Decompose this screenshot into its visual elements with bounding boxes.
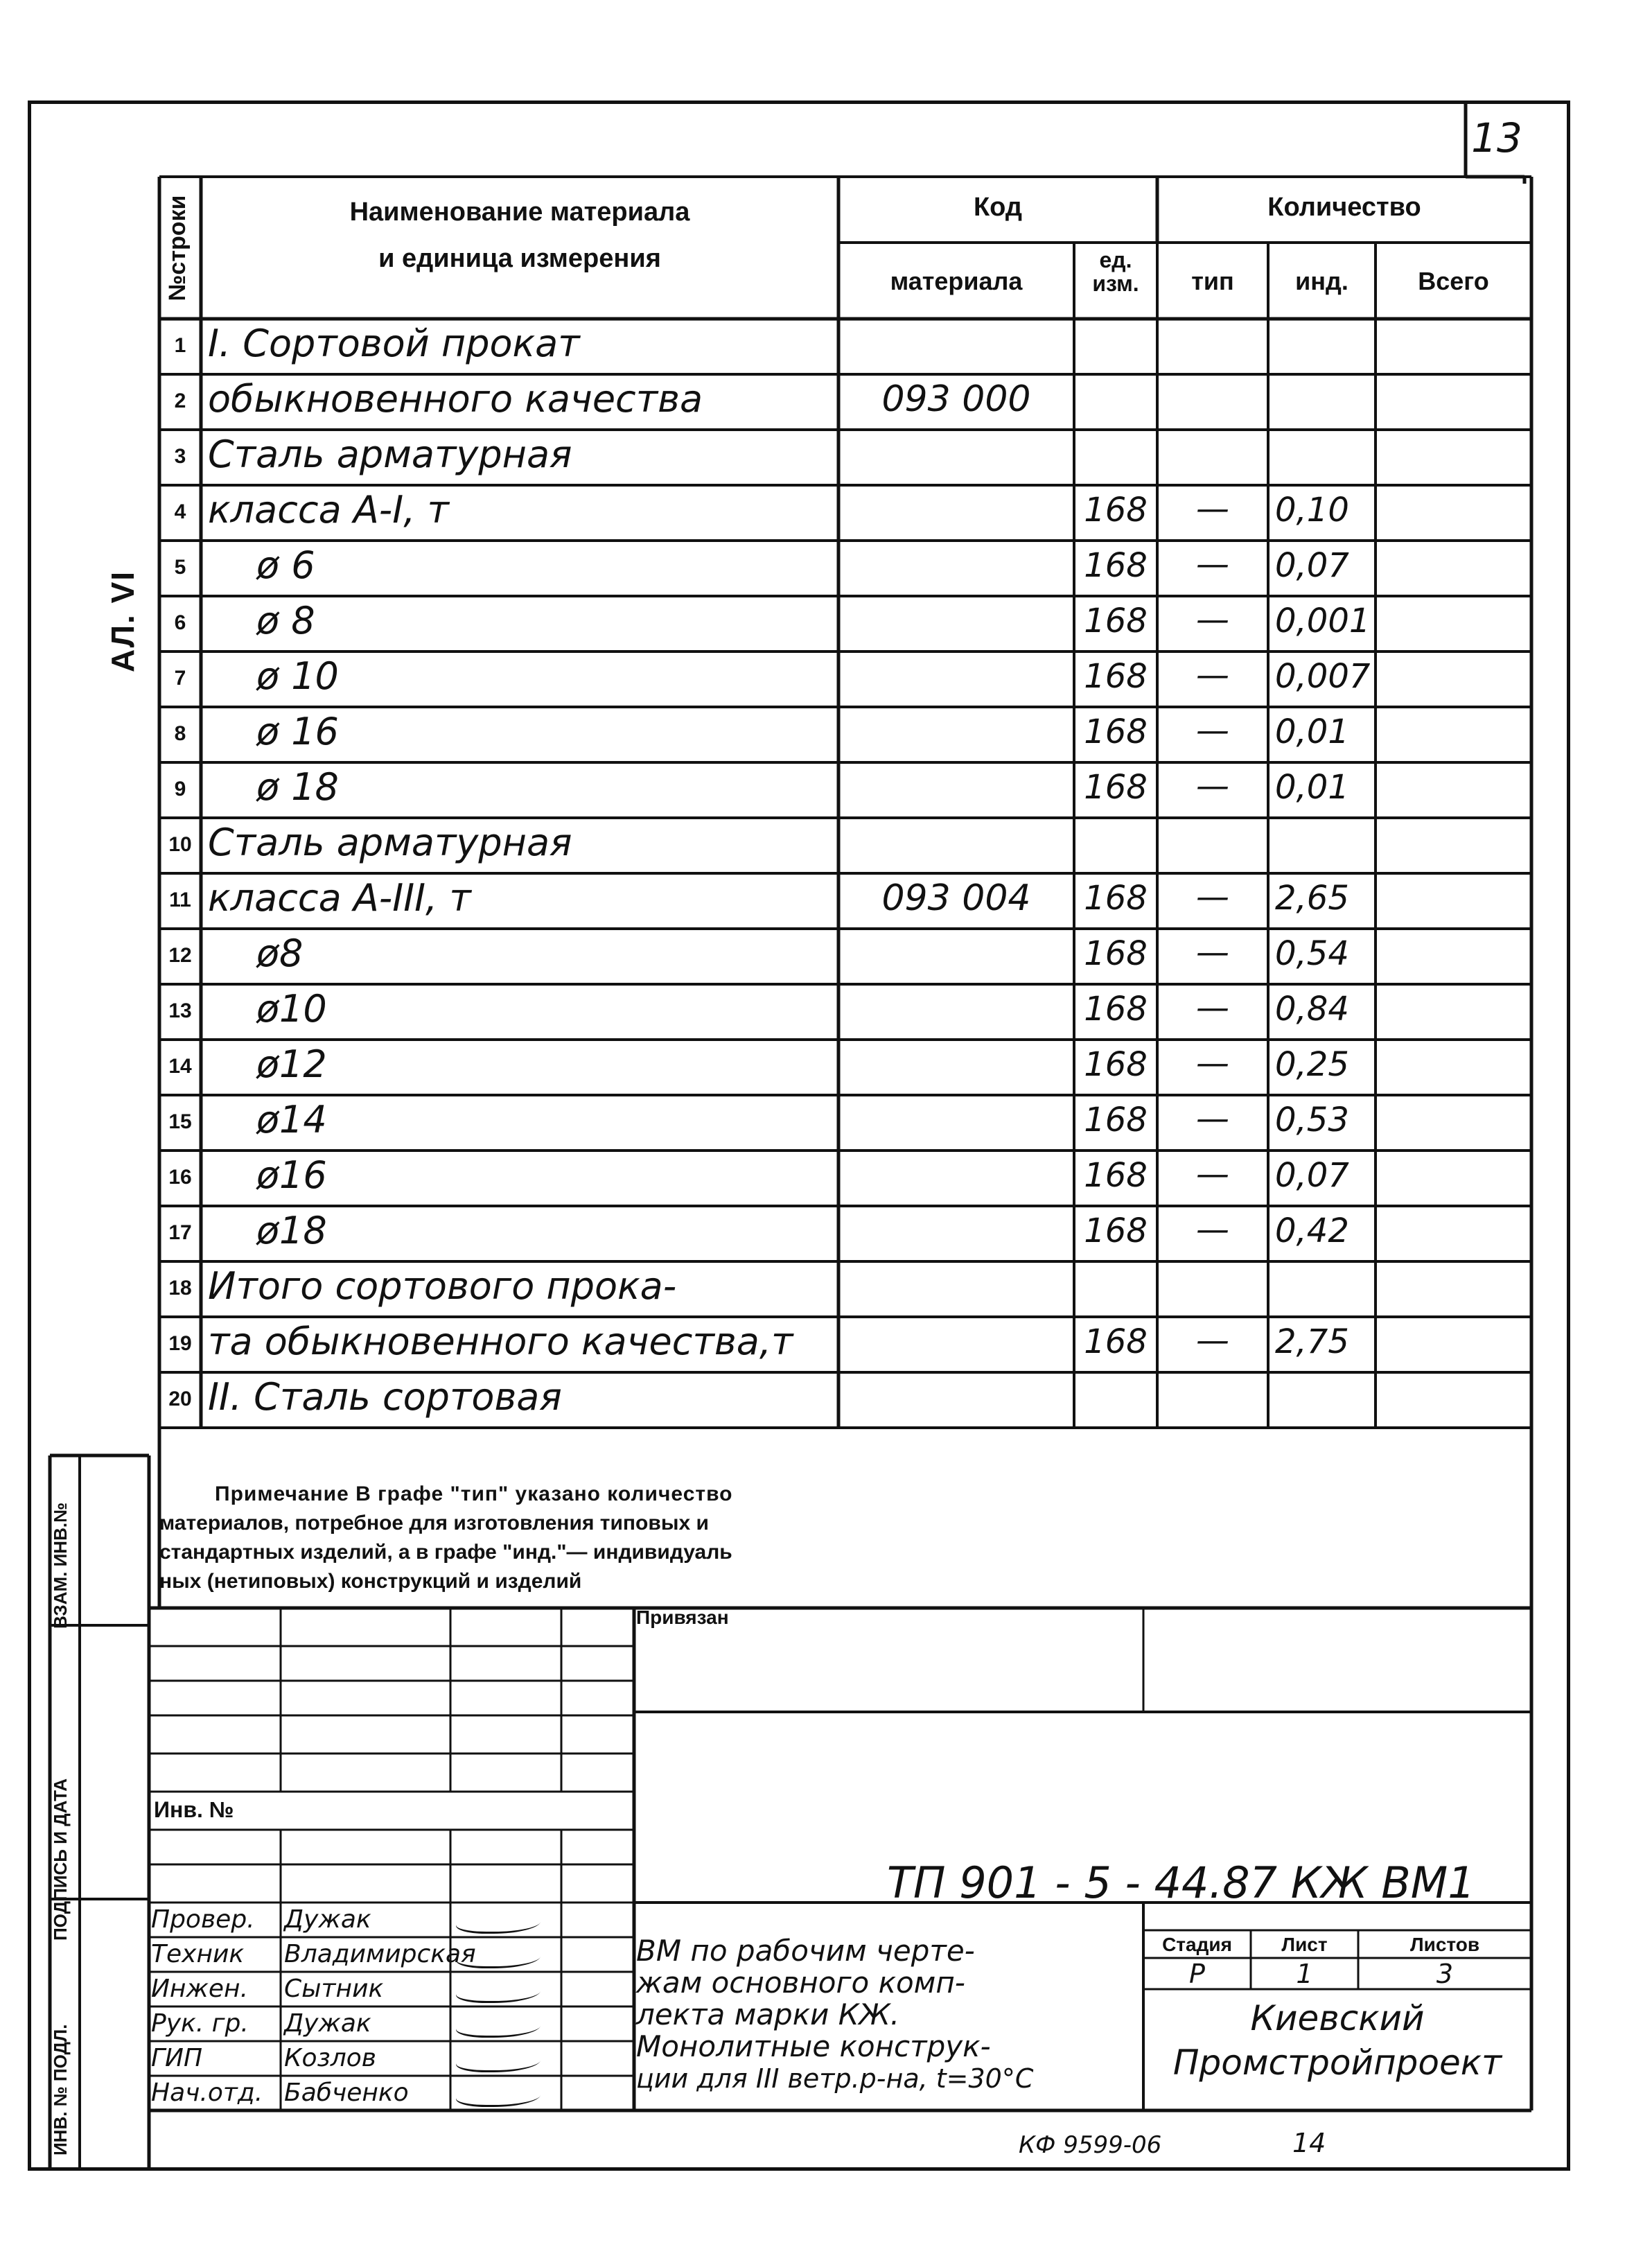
header-total: Всего <box>1418 267 1489 295</box>
header-ind: инд. <box>1295 267 1348 295</box>
header-code: Код <box>973 193 1023 222</box>
footer-page: 14 <box>1292 2128 1326 2158</box>
cell-type: — <box>1196 767 1229 805</box>
cell-unit: 168 <box>1084 602 1148 640</box>
cell-n: 15 <box>168 1110 192 1133</box>
cell-unit: 168 <box>1084 657 1148 696</box>
cell-type: — <box>1196 933 1229 972</box>
stamp-sheets: 3 <box>1436 1959 1454 1989</box>
cell-unit: 168 <box>1084 546 1148 585</box>
cell-n: 16 <box>168 1166 192 1189</box>
cell-n: 9 <box>174 778 186 801</box>
cell-n: 8 <box>174 722 186 745</box>
cell-ind: 0,42 <box>1275 1212 1349 1250</box>
cell-unit: 168 <box>1084 712 1148 751</box>
cell-n: 7 <box>174 667 186 690</box>
cell-unit: 168 <box>1084 1322 1148 1361</box>
cell-n: 13 <box>168 999 192 1022</box>
cell-n: 3 <box>174 445 186 468</box>
signer-name: Владимирская <box>284 1940 476 1968</box>
cell-name: ø 18 <box>256 765 339 809</box>
cell-name: Сталь арматурная <box>208 821 572 864</box>
cell-type: — <box>1196 656 1229 694</box>
cell-code: 093 000 <box>881 378 1031 420</box>
cell-ind: 0,007 <box>1275 657 1371 696</box>
signer-name: Дужак <box>284 2009 371 2038</box>
note: Примечание В графе "тип" указано количество материалов, потребное для изготовления типовых и стандартных изделий, а в графе "инд."— индивидуаль ных (нетиповых) конструкций и изделий <box>159 1483 733 1593</box>
header-row-no: №строки <box>164 195 191 301</box>
cell-ind: 2,65 <box>1275 879 1349 918</box>
cell-ind: 0,07 <box>1275 546 1349 585</box>
cell-ind: 0,07 <box>1275 1156 1349 1195</box>
stamp-stage-label: Стадия <box>1162 1934 1232 1955</box>
cell-name: ø 8 <box>256 599 315 642</box>
cell-ind: 0,001 <box>1275 602 1371 640</box>
header-quantity: Количество <box>1267 193 1421 222</box>
cell-unit: 168 <box>1084 1212 1148 1250</box>
cell-unit: 168 <box>1084 1156 1148 1195</box>
cell-name: класса А-III, т <box>208 876 471 920</box>
cell-n: 18 <box>168 1277 192 1300</box>
cell-n: 6 <box>174 611 186 634</box>
cell-n: 17 <box>168 1221 192 1244</box>
header-type: тип <box>1191 267 1234 295</box>
signer-role: Нач.отд. <box>151 2079 263 2107</box>
cell-type: — <box>1196 1044 1229 1083</box>
signer-role: Инжен. <box>151 1975 249 2003</box>
cell-name: ø12 <box>256 1042 327 1086</box>
cell-name: класса А-I, т <box>208 488 449 532</box>
cell-type: — <box>1196 711 1229 750</box>
cell-n: 20 <box>168 1388 192 1410</box>
cell-name: та обыкновенного качества,т <box>208 1320 793 1363</box>
cell-ind: 0,01 <box>1275 768 1349 807</box>
cell-type: — <box>1196 877 1229 916</box>
stamp-doc-code: ТП 901 - 5 - 44.87 КЖ ВМ1 <box>887 1857 1475 1908</box>
stamp-sheets-label: Листов <box>1409 1934 1480 1955</box>
header-material: материала <box>890 267 1023 295</box>
cell-type: — <box>1196 1099 1229 1138</box>
cell-unit: 168 <box>1084 768 1148 807</box>
margin-label-sign: ПОДПИСЬ И ДАТА <box>50 1778 71 1941</box>
cell-unit: 168 <box>1084 879 1148 918</box>
signer-role: Рук. гр. <box>151 2009 249 2038</box>
cell-unit: 168 <box>1084 934 1148 973</box>
cell-type: — <box>1196 1210 1229 1249</box>
cell-ind: 2,75 <box>1275 1322 1349 1361</box>
cell-type: — <box>1196 545 1229 584</box>
signer-role: ГИП <box>151 2044 203 2072</box>
cell-name: обыкновенного качества <box>208 377 703 421</box>
stamp-sheet: 1 <box>1296 1959 1313 1989</box>
header-name-line2: и единица измерения <box>378 244 661 273</box>
cell-name: ø18 <box>256 1209 327 1252</box>
cell-n: 14 <box>168 1055 192 1078</box>
cell-ind: 0,53 <box>1275 1101 1349 1139</box>
cell-n: 10 <box>168 833 192 856</box>
signer-role: Провер. <box>151 1905 255 1934</box>
signer-name: Дужак <box>284 1905 371 1934</box>
header-name-line1: Наименование материала <box>349 198 690 227</box>
cell-unit: 168 <box>1084 491 1148 530</box>
cell-n: 1 <box>174 334 186 357</box>
cell-type: — <box>1196 1155 1229 1193</box>
cell-type: — <box>1196 600 1229 639</box>
cell-ind: 0,54 <box>1275 934 1349 973</box>
cell-ind: 0,84 <box>1275 990 1349 1029</box>
stamp-title: ВМ по рабочим черте- жам основного комп- лекта марки КЖ. Монолитные конструк- ции для III ветр.р-на, t=30°С <box>636 1934 1034 2094</box>
cell-n: 11 <box>169 889 191 911</box>
cell-name: ø14 <box>256 1098 327 1142</box>
cell-name: ø 6 <box>256 543 315 587</box>
cell-n: 2 <box>174 390 186 412</box>
stamp-privyazan: Привязан <box>636 1607 729 1628</box>
cell-name: ø 16 <box>256 710 339 753</box>
cell-name: I. Сортовой прокат <box>208 322 580 365</box>
signer-name: Бабченко <box>284 2079 409 2107</box>
cell-unit: 168 <box>1084 1045 1148 1084</box>
cell-type: — <box>1196 988 1229 1027</box>
cell-name: ø8 <box>256 932 304 975</box>
margin-label-vzam: ВЗАМ. ИНВ.№ <box>50 1502 71 1629</box>
cell-name: II. Сталь сортовая <box>208 1375 562 1419</box>
side-label: АЛ. VI <box>105 570 141 672</box>
signer-name: Сытник <box>284 1975 384 2003</box>
cell-n: 5 <box>174 556 186 579</box>
cell-type: — <box>1196 1321 1229 1360</box>
cell-ind: 0,25 <box>1275 1045 1349 1084</box>
signer-role: Техник <box>151 1940 245 1968</box>
footer-code: КФ 9599-06 <box>1019 2131 1162 2159</box>
cell-name: ø10 <box>256 987 327 1031</box>
left-margin-labels <box>50 1455 78 2162</box>
cell-ind: 0,10 <box>1275 491 1349 530</box>
cell-name: ø16 <box>256 1153 327 1197</box>
cell-name: ø 10 <box>256 654 339 698</box>
page-number: 13 <box>1471 114 1522 161</box>
signer-name: Козлов <box>284 2044 376 2072</box>
margin-label-inv: ИНВ. № ПОДЛ. <box>50 2024 71 2155</box>
stamp-org: Киевский Промстройпроект <box>1172 1998 1502 2083</box>
cell-unit: 168 <box>1084 990 1148 1029</box>
header-unit: ед. изм. <box>1092 247 1139 296</box>
stamp-inv-no: Инв. № <box>154 1797 234 1822</box>
cell-ind: 0,01 <box>1275 712 1349 751</box>
cell-n: 4 <box>174 500 186 523</box>
cell-n: 12 <box>168 944 192 967</box>
stamp-sheet-label: Лист <box>1281 1934 1328 1955</box>
stamp-stage: Р <box>1189 1959 1205 1989</box>
cell-code: 093 004 <box>881 877 1031 919</box>
cell-unit: 168 <box>1084 1101 1148 1139</box>
cell-name: Итого сортового прока- <box>208 1264 677 1308</box>
cell-n: 19 <box>168 1332 192 1355</box>
cell-type: — <box>1196 489 1229 528</box>
cell-name: Сталь арматурная <box>208 432 572 476</box>
